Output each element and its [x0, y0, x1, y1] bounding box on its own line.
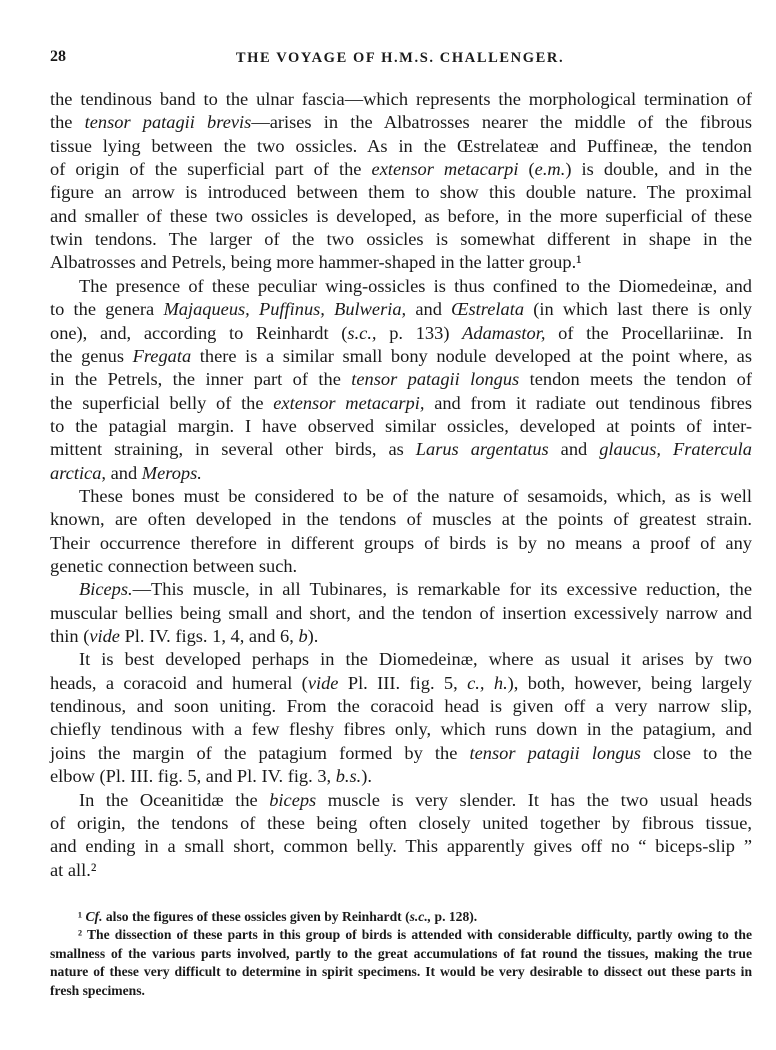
text-run: ), both, however, being largely	[507, 672, 752, 693]
footnote-line	[78, 926, 752, 944]
footnote-line	[50, 945, 752, 963]
text-run: also the figures of these ossicles given by Reinhardt (	[102, 909, 410, 924]
text-line	[50, 228, 752, 251]
text-line	[50, 462, 752, 485]
text-run: the genus	[50, 345, 133, 366]
text-run: tendinous, and soon uniting. From the coracoid head is given off a very narrow slip,	[50, 696, 752, 717]
italic-text: Adamastor,	[462, 322, 546, 343]
text-run: It is best developed perhaps in the Diomedeinæ, where as usual it arises by two	[79, 649, 752, 670]
text-run: mittent straining, in several other birds, as	[50, 439, 416, 460]
text-run: —This muscle, in all Tubinares, is remarkable for its excessive reduction, the	[132, 579, 752, 600]
text-line	[79, 485, 752, 508]
text-run: muscular bellies being small and short, and the tendon of insertion excessively narrow and	[50, 602, 752, 623]
italic-text: Cf.	[85, 909, 103, 924]
text-line	[50, 508, 752, 531]
text-run: muscle is very slender. It has the two usual heads	[316, 789, 752, 810]
text-line	[79, 275, 752, 298]
text-run: and ending in a small short, common belly. This apparently gives off no “ biceps-slip ”	[50, 836, 752, 857]
text-run: joins the margin of the patagium formed by the	[50, 742, 470, 763]
text-line	[50, 88, 752, 111]
footnote-line	[78, 908, 752, 926]
italic-text: Majaqueus, Puffinus, Bulweria,	[163, 299, 407, 320]
italic-text: vide	[307, 672, 339, 693]
text-line	[50, 415, 752, 438]
italic-text: c., h.	[467, 672, 508, 693]
text-line	[50, 672, 752, 695]
text-line	[50, 322, 752, 345]
text-run: of origin, the tendons of these being often closely united together by fibrous tissue,	[50, 812, 752, 833]
italic-text: extensor metacarpi,	[273, 392, 425, 413]
text-run: and from it radiate out tendinous fibres	[424, 392, 752, 413]
text-run: of origin of the superficial part of the	[50, 159, 372, 180]
italic-text: tensor patagii longus	[469, 742, 641, 763]
text-run: and smaller of these two ossicles is developed, as before, in the more superficial of these	[50, 205, 752, 226]
text-run: the	[50, 112, 85, 133]
text-run: ) is double, and in the	[565, 159, 752, 180]
text-run: one), and, according to Reinhardt (	[50, 322, 348, 343]
italic-text: vide	[89, 626, 120, 647]
footnote-line	[50, 963, 752, 981]
italic-text: glaucus, Fratercula	[599, 439, 752, 460]
text-run: Their occurrence therefore in different groups of birds is by no means a proof of any	[50, 532, 752, 553]
text-run: (	[518, 159, 535, 180]
text-run: to the patagial margin. I have observed similar ossicles, developed at points of inter-	[50, 415, 752, 436]
italic-text: Œstrelata	[451, 299, 525, 320]
text-line	[50, 205, 752, 228]
text-run: elbow (Pl. III. fig. 5, and Pl. IV. fig. 3,	[50, 766, 336, 787]
text-run: (in which last there is only	[524, 299, 752, 320]
text-line	[50, 368, 752, 391]
text-run: In the Oceanitidæ the	[79, 789, 270, 810]
italic-text: e.m.	[534, 159, 566, 180]
text-line	[79, 648, 752, 671]
text-line	[50, 718, 752, 741]
text-run: ).	[361, 766, 373, 787]
text-line	[79, 789, 752, 812]
text-line	[50, 298, 752, 321]
text-run: The presence of these peculiar wing-ossicles is thus confined to the Diomedeinæ, and	[79, 275, 752, 296]
text-line	[50, 392, 752, 415]
text-line	[50, 742, 752, 765]
text-line	[50, 158, 752, 181]
text-run: of the Procellariinæ. In	[545, 322, 753, 343]
page-number: 28	[50, 48, 66, 65]
text-line	[50, 438, 752, 461]
italic-text: s.c.,	[409, 909, 432, 924]
text-line	[50, 532, 752, 555]
text-run: tendon meets the tendon of	[519, 369, 752, 390]
text-run: thin (	[50, 626, 90, 647]
text-line	[50, 625, 752, 648]
footnote-line	[50, 982, 752, 1000]
text-run: p. 133)	[376, 322, 463, 343]
text-run: ).	[307, 626, 319, 647]
text-run: tissue lying between the two ossicles. As in the Œstrelateæ and Puffineæ, the tendon	[50, 135, 752, 156]
text-line	[50, 812, 752, 835]
text-run: to the genera	[50, 299, 164, 320]
text-run: ² The dissection of these parts in this group of birds is attended with considerable difficulty, partly owing to the	[78, 927, 752, 943]
text-run: and	[106, 462, 142, 483]
text-run: at all.²	[50, 859, 97, 880]
text-line	[50, 345, 752, 368]
text-line	[50, 835, 752, 858]
text-line	[50, 135, 752, 158]
italic-text: s.c.,	[347, 322, 377, 343]
text-run: heads, a coracoid and humeral (	[50, 672, 308, 693]
italic-text: tensor patagii longus	[351, 369, 520, 390]
italic-text: b.s.	[335, 766, 362, 787]
text-run: Pl. III. fig. 5,	[338, 672, 468, 693]
italic-text: Fregata	[132, 345, 192, 366]
text-line	[50, 765, 752, 788]
text-line	[50, 251, 752, 274]
text-run: in the Petrels, the inner part of the	[50, 369, 352, 390]
text-run: smallness of the various parts involved, partly to the great accumulations of fat round the tissues, making the true	[50, 945, 752, 961]
text-run: p. 128).	[431, 909, 478, 924]
text-run: there is a similar small bony nodule developed at the point where, as	[191, 345, 752, 366]
text-run: and	[548, 439, 600, 460]
text-line	[50, 602, 752, 625]
italic-text: Merops.	[141, 462, 202, 483]
text-run: figure an arrow is introduced between them to show this double nature. The proximal	[50, 182, 752, 203]
italic-text: biceps	[269, 789, 317, 810]
italic-text: Larus argentatus	[415, 439, 549, 460]
italic-text: Biceps.	[79, 579, 133, 600]
text-line	[79, 578, 752, 601]
text-run: Albatrosses and Petrels, being more hammer-shaped in the latter group.¹	[50, 252, 582, 273]
text-run: These bones must be considered to be of the nature of sesamoids, which, as is well	[79, 485, 752, 506]
text-run: genetic connection between such.	[50, 556, 298, 576]
text-line	[50, 181, 752, 204]
text-line	[50, 695, 752, 718]
text-run: known, are often developed in the tendons of muscles at the points of greatest strain.	[50, 509, 752, 530]
italic-text: arctica,	[50, 462, 107, 483]
text-run: and	[406, 299, 452, 320]
text-run: ¹	[78, 909, 86, 924]
italic-text: b	[298, 626, 308, 647]
text-line	[50, 555, 752, 578]
text-run: twin tendons. The larger of the two ossicles is somewhat different in shape in the	[50, 229, 752, 250]
italic-text: extensor metacarpi	[371, 159, 519, 180]
text-run: the superficial belly of the	[50, 392, 274, 413]
text-run: chiefly tendinous with a few fleshy fibres only, which runs down in the patagium, and	[50, 719, 752, 740]
text-run: —arises in the Albatrosses nearer the middle of the fibrous	[251, 112, 753, 133]
text-run: fresh specimens.	[50, 982, 145, 998]
text-run: Pl. IV. figs. 1, 4, and 6,	[119, 626, 299, 647]
text-line	[50, 111, 752, 134]
text-line	[50, 859, 752, 882]
text-run: close to the	[640, 742, 752, 763]
text-run: nature of these very difficult to determine in spirit specimens. It would be very desirable to dissect out these parts in	[50, 964, 752, 980]
italic-text: tensor patagii brevis	[84, 112, 252, 133]
text-run: the tendinous band to the ulnar fascia—which represents the morphological termination of	[50, 89, 752, 109]
running-title: THE VOYAGE OF H.M.S. CHALLENGER.	[235, 50, 565, 66]
